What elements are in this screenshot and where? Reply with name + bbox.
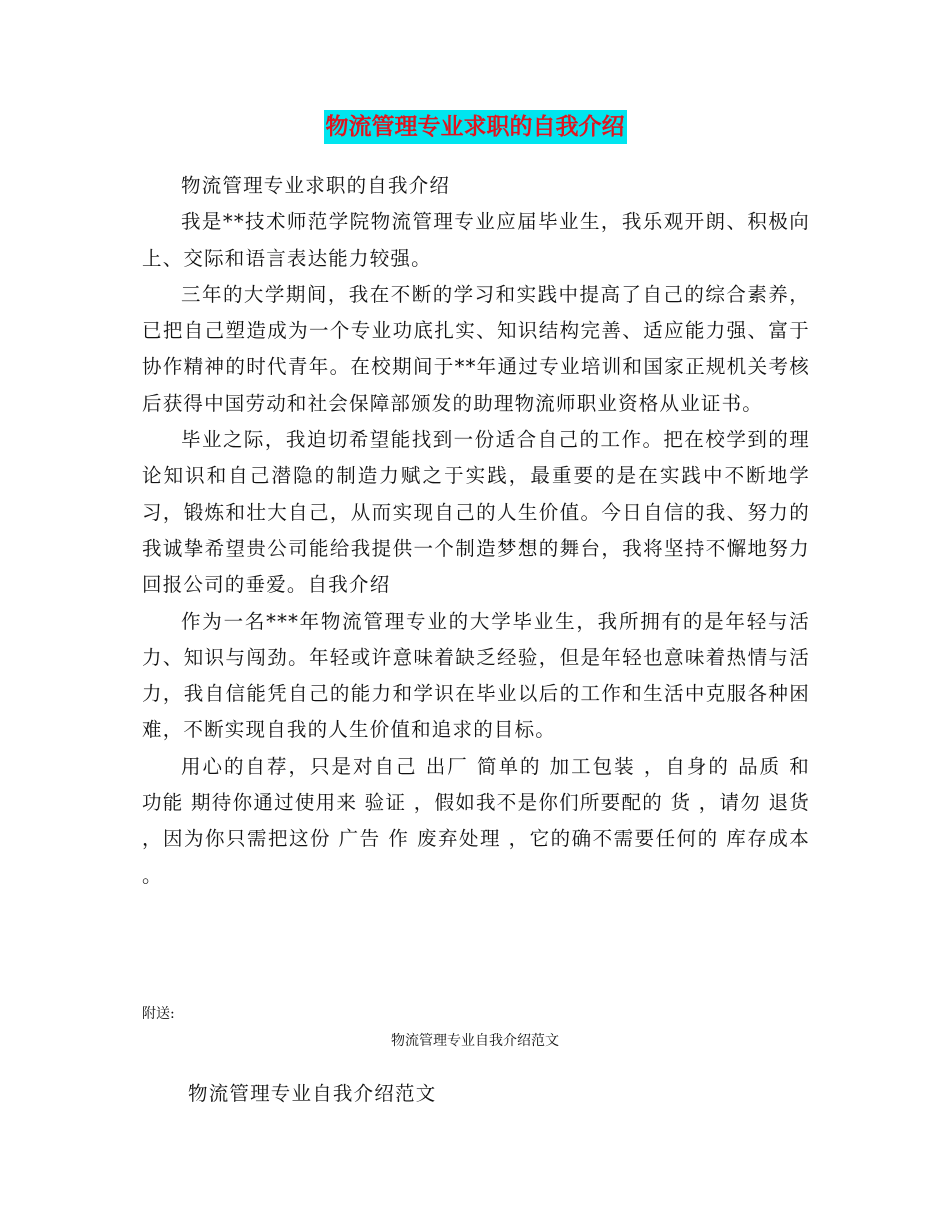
paragraph-graduation: 毕业之际，我迫切希望能找到一份适合自己的工作。把在校学到的理论知识和自己潜隐的制造力赋之于实践，最重要的是在实践中不断地学习，锻炼和壮大自己，从而实现自己的人生价值。今日自信的我、努力的我诚挚希望贵公司能给我提供一个制造梦想的舞台，我将坚持不懈地努力回报公司的垂爱。自我介绍 [142, 428, 810, 597]
attachment-subtitle: 物流管理专业自我介绍范文 [188, 1082, 437, 1105]
paragraph-university: 三年的大学期间，我在不断的学习和实践中提高了自己的综合素养，已把自己塑造成为一个专业功底扎实、知识结构完善、适应能力强、富于协作精神的时代青年。在校期间于**年通过专业培训和国家正规机关考核后获得中国劳动和社会保障部颁发的助理物流师职业资格从业证书。 [142, 282, 810, 415]
document-title: 物流管理专业求职的自我介绍 [324, 110, 627, 144]
attachment-title: 物流管理专业自我介绍范文 [391, 1033, 559, 1049]
paragraph-recommendation: 用心的自荐，只是对自己 出厂 简单的 加工包装 ，自身的 品质 和 功能 期待你通过使用来 验证 ，假如我不是你们所要配的 货 ，请勿 退货 ，因为你只需把这份 广告 作 废弃处理 ，它的确不需要任何的 库存成本 。 [142, 754, 810, 887]
title-container [0, 110, 950, 144]
paragraph-youth: 作为一名***年物流管理专业的大学毕业生，我所拥有的是年轻与活力、知识与闯劲。年轻或许意味着缺乏经验，但是年轻也意味着热情与活力，我自信能凭自己的能力和学识在毕业以后的工作和生活中克服各种困难，不断实现自我的人生价值和追求的目标。 [142, 609, 810, 742]
attachment-label: 附送: [142, 1006, 175, 1022]
paragraph-heading: 物流管理专业求职的自我介绍 [181, 174, 451, 197]
document-body [142, 168, 810, 894]
paragraph-intro: 我是**技术师范学院物流管理专业应届毕业生，我乐观开朗、积极向上、交际和语言表达能力较强。 [142, 210, 810, 270]
